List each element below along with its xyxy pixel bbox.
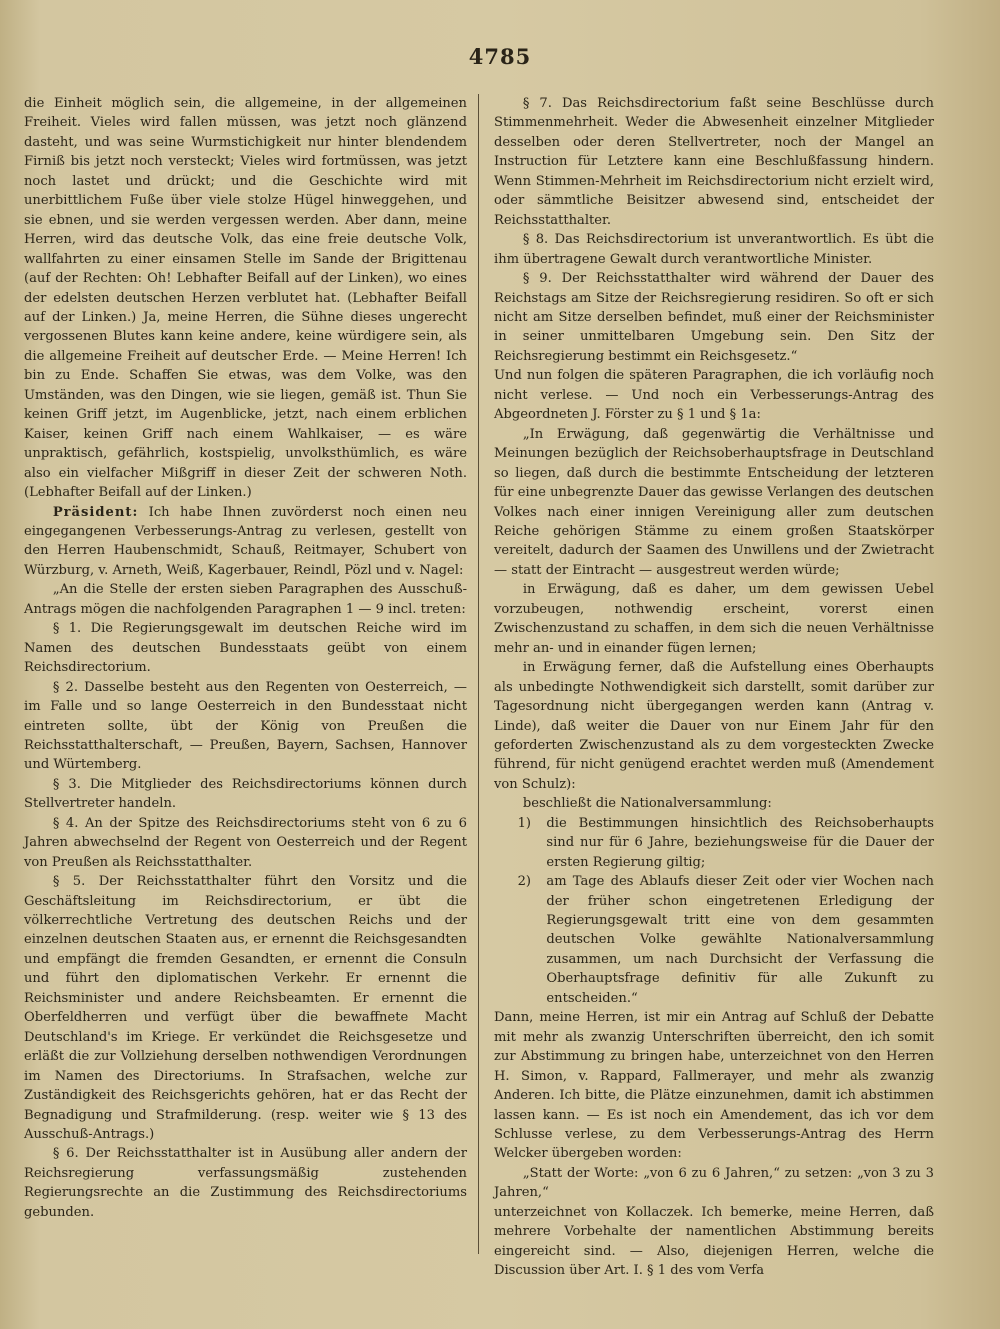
section-6: § 6. Der Reichsstatthalter ist in Ausübung aller andern der Reichsregierung verfassungsmäßig zustehenden Regierungsrechte an die Zustimmung des Reichsdirectoriums gebunden. [24,1146,467,1220]
speaker-label: Präsident: [52,504,139,520]
section-1: § 1. Die Regierungsgewalt im deutschen Reiche wird im Namen des deutschen Bundesstaats geübt von einem Reichsdirectorium. [24,621,467,676]
quote-intro: „An die Stelle der ersten sieben Paragraphen des Ausschuß-Antrags mögen die nachfolgenden Paragraphen 1 — 9 incl. treten: [24,582,467,617]
section-7: § 7. Das Reichsdirectorium faßt seine Beschlüsse durch Stimmenmehrheit. Weder die Abwesenheit einzelner Mitglieder desselben oder deren Stellvertreter, noch der Mangel an Instruction für Letztere kann eine Beschlußfassung hindern. Wenn Stimmen-Mehrheit im Reichsdirectorium nicht erzielt wird, oder sämmtliche Beisitzer abwesend sind, entscheidet der Reichsstatthalter. [494,96,934,228]
column-divider [478,94,479,1254]
president-text: Ich habe Ihnen zuvörderst noch einen neu eingegangenen Verbesserungs-Antrag zu verlesen, gestellt von den Herren Haubenschmidt, Schauß, Reitmayer, Schubert von Würzburg, v. Arneth, Weiß, Kagerbauer, Reindl, Pözl und v. Nagel: [24,504,467,578]
resolution-list [494,814,934,1009]
consideration-1: „In Erwägung, daß gegenwärtig die Verhältnisse und Meinungen bezüglich der Reichsoberhauptsfrage in Deutschland so liegen, daß durch die bestimmte Entscheidung der letzteren für eine unbegrenzte Dauer das gewisse Verlangen des deutschen Volkes nach einer innigen Vereinigung aller zum deutschen Reiche gehörigen Stämme zu einem großen Staatskörper vereitelt, dadurch der Saamen des Unwillens und der Zwietracht — statt der Eintracht — ausgestreut werden würde; [494,426,934,578]
list-item-text: die Bestimmungen hinsichtlich des Reichsoberhaupts sind nur für 6 Jahre, beziehungsweise für die Dauer der ersten Regierung giltig; [546,815,934,870]
section-5: § 5. Der Reichsstatthalter führt den Vorsitz und die Geschäftsleitung im Reichsdirectorium, er übt die völkerrechtliche Vertretung des deutschen Reichs und der einzelnen deutschen Staaten aus, er ernennt die Reichsgesandten und empfängt die fremden Gesandten, er ernennt die Consuln und führt den diplomatischen Verkehr. Er ernennt die Reichsminister und andere Reichsbeamten. Er ernennt die Oberfeldherren und verfügt über die bewaffnete Macht Deutschland's im Kriege. Er verkündet die Reichsgesetze und erläßt die zur Vollziehung derselben nothwendigen Verordnungen im Namen des Directoriums. In Strafsachen, welche zur Zuständigkeit des Reichsgerichts gehören, hat er das Recht der Begnadigung und Strafmilderung. (resp. weiter wie § 13 des Ausschuß-Antrags.) [24,874,467,1143]
list-item-number: 2) [517,874,532,890]
left-column [24,94,467,1222]
closing-paragraph: Dann, meine Herren, ist mir ein Antrag auf Schluß der Debatte mit mehr als zwanzig Unterschriften überreicht, den ich somit zur Abstimmung zu bringen habe, unterzeichnet von den Herren H. Simon, v. Rappard, Fallmerayer, und mehr als zwanzig Anderen. Ich bitte, die Plätze einzunehmen, damit ich abstimmen lassen kann. — Es ist noch ein Amendement, das ich vor dem Schlusse verlese, zu dem Verbesserungs-Antrag des Herrn Welcker übergeben worden: [494,1010,934,1162]
narrative-paragraph: Und nun folgen die späteren Paragraphen, die ich vorläufig noch nicht verlese. — Und noch ein Verbesserungs-Antrag des Abgeordneten J. Förster zu § 1 und § 1a: [494,368,934,423]
speech-paragraph: die Einheit möglich sein, die allgemeine, in der allgemeinen Freiheit. Vieles wird fallen müssen, was jetzt noch glänzend dasteht, und was seine Wurmstichigkeit nur hinter blendendem Firniß bis jetzt noch versteckt; Vieles wird fortmüssen, was jetzt noch lastet und drückt; und die Geschichte wird mit unerbittlichem Fuße über viele stolze Hügel hinweggehen, und sie ebnen, und sie werden vergessen werden. Aber dann, meine Herren, wird das deutsche Volk, das eine freie deutsche Volk, wallfahrten zu einer einsamen Stelle im Sande der Brigittenau (auf der Rechten: Oh! Lebhafter Beifall auf der Linken), wo eines der edelsten deutschen Herzen verblutet hat. (Lebhafter Beifall auf der Linken.) Ja, meine Herren, die Sühne dieses ungerecht vergossenen Blutes kann keine andere, keine würdigere sein, als die allgemeine Freiheit auf deutscher Erde. — Meine Herren! Ich bin zu Ende. Schaffen Sie etwas, was dem Volke, was den Umständen, was den Dingen, wie sie liegen, gemäß ist. Thun Sie keinen Griff jetzt, im Augenblicke, jetzt, nach einem erblichen Kaiser, keinen Griff nach einem Wahlkaiser, — es wäre unpraktisch, gefährlich, kostspielig, unvolksthümlich, es wäre also ein vielfacher Mißgriff in dieser Zeit der schweren Noth. (Lebhafter Beifall auf der Linken.) [24,96,467,501]
consideration-3: in Erwägung ferner, daß die Aufstellung eines Oberhaupts als unbedingte Nothwendigkeit sich darstellt, somit darüber zur Tagesordnung nicht übergegangen werden kann (Antrag v. Linde), daß weiter die Dauer von nur Einem Jahr für den geforderten Zwischenzustand als zu dem vorgesteckten Zwecke führend, für nicht genügend erachtet werden muß (Amendement von Schulz): [494,660,934,792]
right-column [494,94,934,1281]
amendment-quote: „Statt der Worte: „von 6 zu 6 Jahren,“ zu setzen: „von 3 zu 3 Jahren,“ [494,1165,934,1201]
president-paragraph [24,503,467,581]
section-3: § 3. Die Mitglieder des Reichsdirectoriums können durch Stellvertreter handeln. [24,776,467,812]
section-9: § 9. Der Reichsstatthalter wird während der Dauer des Reichstags am Sitze der Reichsregierung residiren. So oft er sich nicht am Sitze derselben befindet, muß einer der Reichsminister in seiner unmittelbaren Umgebung sein. Den Sitz der Reichsregierung bestimmt ein Reichsgesetz.“ [494,271,934,364]
list-item-text: am Tage des Ablaufs dieser Zeit oder vier Wochen nach der früher schon eingetretenen Erledigung der Regierungsgewalt tritt eine von dem gesammten deutschen Volke gewählte Nationalversammlung zusammen, um nach Durchsicht der Verfassung die Oberhauptsfrage definitiv für alle Zukunft zu entscheiden.“ [546,874,934,1006]
final-paragraph: unterzeichnet von Kollaczek. Ich bemerke, meine Herren, daß mehrere Vorbehalte der namentlichen Abstimmung bereits eingereicht sind. — Also, diejenigen Herren, welche die Discussion über Art. I. § 1 des vom Verfa [494,1204,934,1279]
section-2: § 2. Dasselbe besteht aus den Regenten von Oesterreich, — im Falle und so lange Oesterreich in den Bundesstaat nicht eintreten sollte, übt der König von Preußen die Reichsstatthalterschaft, — Preußen, Bayern, Sachsen, Hannover und Würtemberg. [24,679,467,773]
list-item-number: 1) [517,815,532,831]
list-item [517,814,934,872]
list-item [517,872,934,1008]
section-4: § 4. An der Spitze des Reichsdirectoriums steht von 6 zu 6 Jahren abwechselnd der Regent von Oesterreich und der Regent von Preußen als Reichsstatthalter. [24,815,467,870]
resolution-intro: beschließt die Nationalversammlung: [522,796,772,812]
section-8: § 8. Das Reichsdirectorium ist unverantwortlich. Es übt die ihm übertragene Gewalt durch verantwortliche Minister. [494,232,934,267]
page-number: 4785 [468,44,532,69]
consideration-2: in Erwägung, daß es daher, um dem gewissen Uebel vorzubeugen, nothwendig erscheint, vorerst einen Zwischenzustand zu schaffen, in dem sich die neuen Verhältnisse mehr an- und in einander fügen lernen; [494,582,934,656]
